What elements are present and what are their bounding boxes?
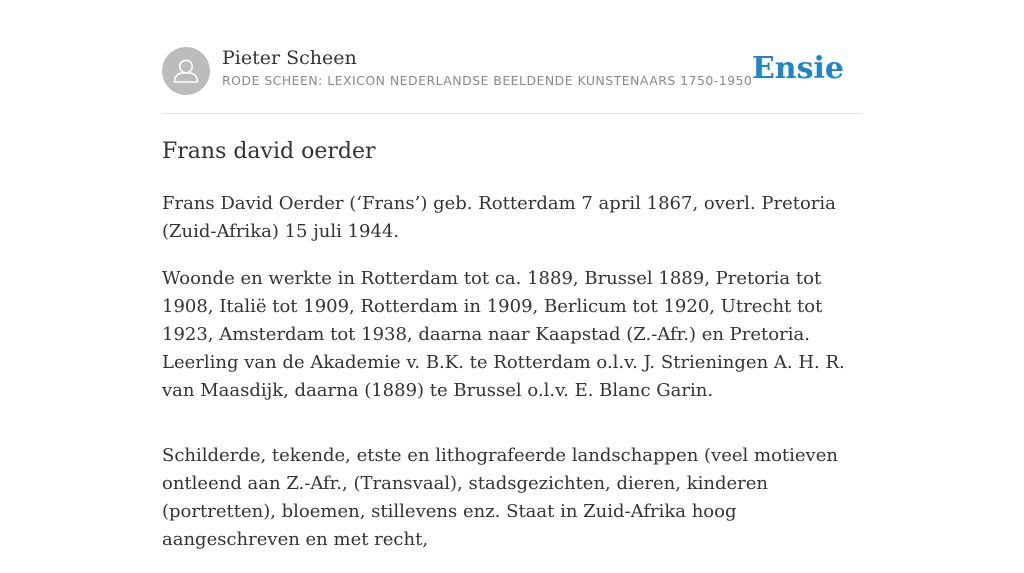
article-title: Frans david oerder: [162, 139, 376, 164]
author-name[interactable]: Pieter Scheen: [222, 47, 357, 69]
brand-logo[interactable]: Ensie: [751, 51, 844, 86]
article-paragraph: Frans David Oerder (‘Frans’) geb. Rotterdam 7 april 1867, overl. Pretoria (Zuid-Afrika) 15 juli 1944.: [162, 193, 836, 242]
article-paragraph: Woonde en werkte in Rotterdam tot ca. 1889, Brussel 1889, Pretoria tot 1908, Italië tot 1909, Rotterdam in 1909, Berlicum tot 1920, Utrecht tot 1923, Amsterdam tot 1938, daarna naar Kaapstad (Z.-Afr.) en Pretoria. Leerling van de Akademie v. B.K. te Rotterdam o.l.v. J. Strieningen A. H. R. van Maasdijk, daarna (1889) te Brussel o.l.v. E. Blanc Garin.: [162, 268, 845, 401]
source-name[interactable]: RODE SCHEEN: LEXICON NEDERLANDSE BEELDENDE KUNSTENAARS 1750-1950: [222, 73, 753, 88]
user-avatar-icon: [162, 47, 210, 95]
page-container: [162, 0, 862, 550]
article-paragraph: Schilderde, tekende, etste en lithografeerde landschappen (veel motieven ontleend aan Z.-Afr., (Transvaal), stadsgezichten, dieren, kinderen (portretten), bloemen, stillevens enz. Staat in Zuid-Afrika hoog aangeschreven en met recht,: [162, 445, 838, 550]
article-body: [162, 190, 862, 573]
author-avatar[interactable]: [162, 47, 210, 95]
author-block: [222, 45, 752, 90]
article-header: [162, 0, 862, 114]
